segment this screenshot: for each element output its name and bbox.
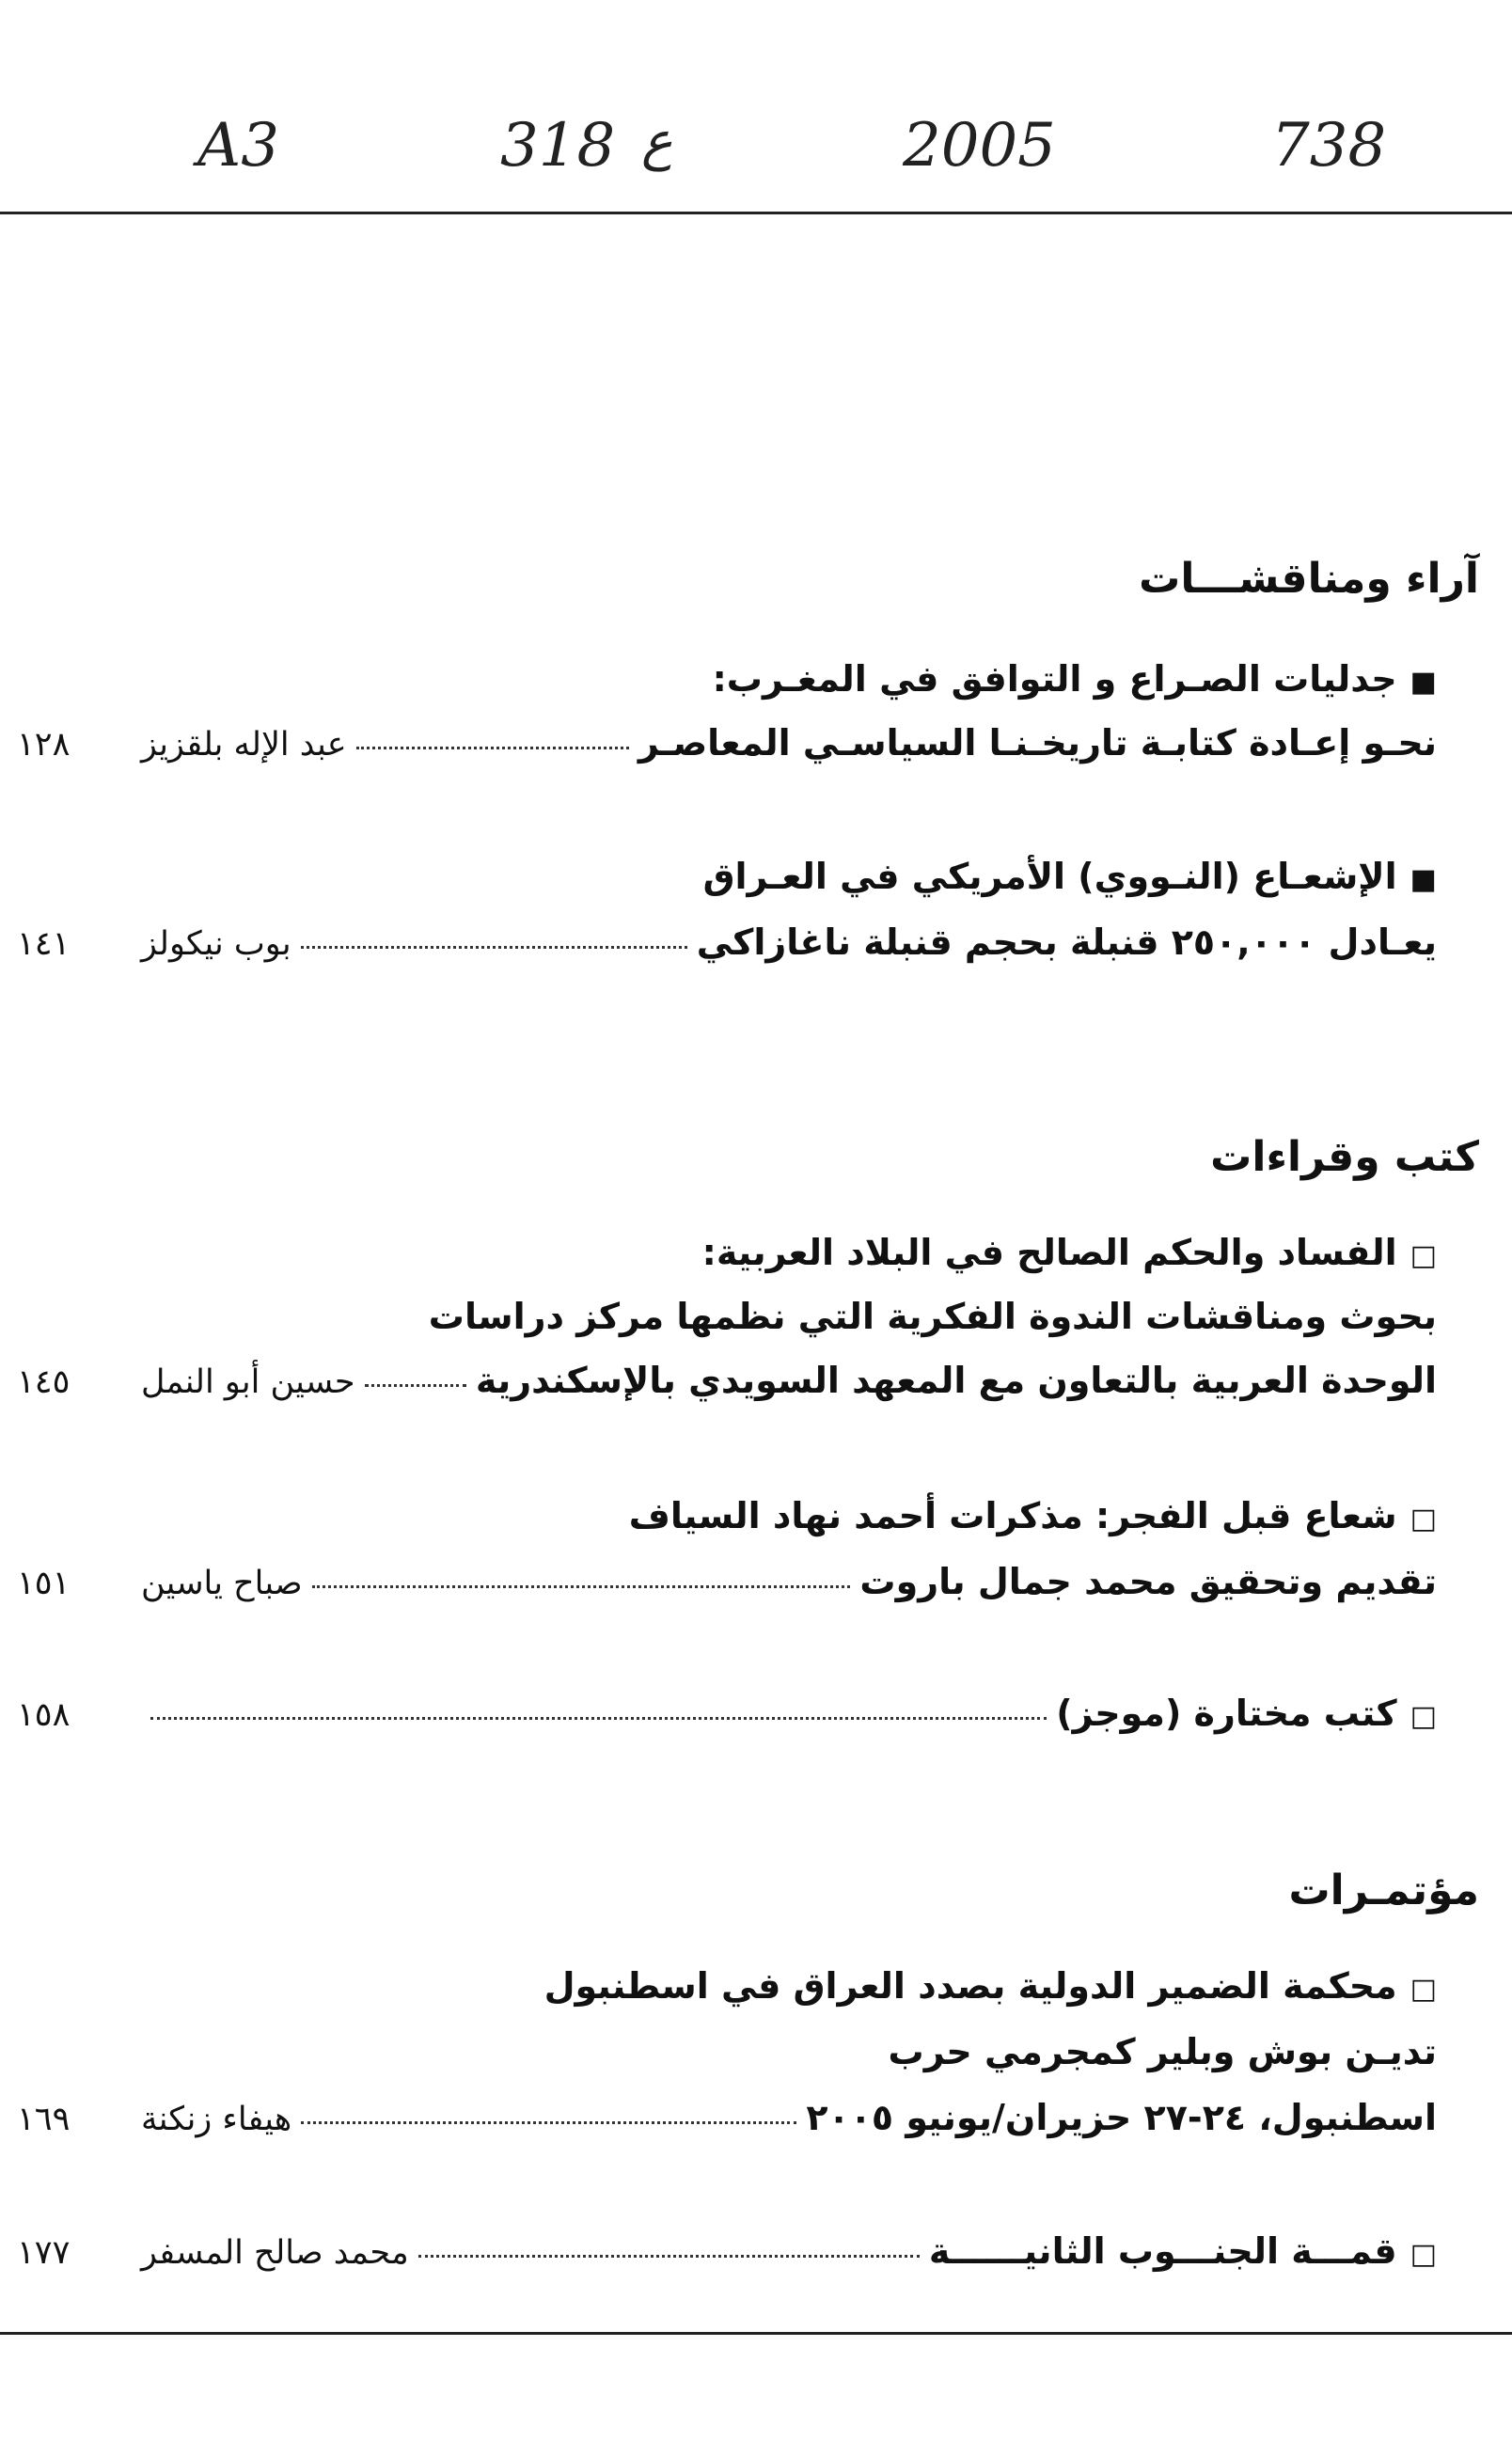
entry-line-with-page: يعـادل ٢٥٠,٠٠٠ قنبلة بحجم قنبلة ناغازاكي بوب نيكولز ١٤١	[17, 921, 1437, 963]
entry-page-number: ١٤٥	[17, 1363, 71, 1401]
entry-author: هيفاء زنكنة	[141, 2101, 292, 2138]
entry-author: حسين أبو النمل	[141, 1363, 355, 1401]
handwritten-note-1: A3	[197, 111, 279, 181]
top-rule	[0, 212, 1512, 214]
filled-square-icon	[1410, 863, 1437, 896]
leader-dots	[365, 1384, 466, 1387]
hollow-square-icon	[1410, 1503, 1437, 1536]
hollow-square-icon	[1410, 1973, 1437, 2006]
entry-line-with-page: □ قمـــة الجنـــوب الثانيــــــة محمد صالح المسفر ١٧٧	[17, 2230, 1437, 2272]
leader-dots	[301, 2121, 796, 2124]
hollow-square-icon	[1410, 1700, 1437, 1733]
entry-title-line: تديـن بوش وبلير كمجرمي حرب	[888, 2031, 1437, 2072]
entry-page-number: ١٥١	[17, 1565, 71, 1602]
entry-line-with-page: تقديم وتحقيق محمد جمال باروت صباح ياسين ١٥١	[17, 1561, 1437, 1602]
entry-title-line: بحوث ومناقشات الندوة الفكرية التي نظمها مركز دراسات	[428, 1296, 1437, 1337]
leader-dots	[356, 747, 629, 749]
leader-dots	[418, 2255, 920, 2258]
entry-page-number: ١٥٨	[17, 1696, 71, 1734]
entry-line-with-page: الوحدة العربية بالتعاون مع المعهد السويدي بالإسكندرية حسين أبو النمل ١٤٥	[17, 1360, 1437, 1401]
hollow-square-icon	[1410, 1239, 1437, 1272]
entry-author: محمد صالح المسفر	[141, 2234, 409, 2272]
filled-square-icon	[1410, 666, 1437, 699]
entry-line-with-page: اسطنبول، ٢٤-٢٧ حزيران/يونيو ٢٠٠٥ هيفاء زنكنة ١٦٩	[17, 2097, 1437, 2138]
entry-author: صباح ياسين	[141, 1565, 303, 1602]
entry-line-with-page: □ كتب مختارة (موجز) ١٥٨	[17, 1693, 1437, 1734]
hollow-square-icon	[1410, 2238, 1437, 2271]
entry-line-with-page: نحـو إعـادة كتابـة تاريخـنـا السياسـي المعاصـر عبد الإله بلقزيز ١٢٨	[17, 722, 1437, 764]
section-title-conferences: مؤتمـرات	[1288, 1866, 1479, 1914]
bottom-rule	[0, 2332, 1512, 2335]
entry-page-number: ١٤١	[17, 925, 71, 963]
entry-page-number: ١٦٩	[17, 2101, 71, 2138]
entry-title-line: □ الفساد والحكم الصالح في البلاد العربية:	[17, 1232, 1437, 1273]
entry-page-number: ١٧٧	[17, 2234, 71, 2272]
handwritten-note-5: 738	[1271, 111, 1387, 181]
handwritten-note-4: 2005	[903, 111, 1056, 181]
entry-title-line: □ شعاع قبل الفجر: مذكرات أحمد نهاد السياف	[17, 1495, 1437, 1536]
section-title-books: كتب وقراءات	[1210, 1133, 1479, 1181]
leader-dots	[301, 946, 687, 949]
section-title-opinions: آراء ومناقشـــات	[1139, 555, 1479, 603]
entry-title-line: □ محكمة الضمير الدولية بصدد العراق في اسطنبول	[17, 1965, 1437, 2007]
handwritten-note-2: 318	[500, 111, 616, 181]
entry-page-number: ١٢٨	[17, 726, 71, 764]
leader-dots	[312, 1585, 851, 1588]
entry-author: عبد الإله بلقزيز	[141, 726, 347, 764]
entry-title-line: ■ الإشعـاع (النـووي) الأمريكي في العـراق	[17, 856, 1437, 897]
entry-title-line: ■ جدليات الصـراع و التوافق في المغـرب:	[17, 658, 1437, 700]
entry-author: بوب نيكولز	[141, 925, 291, 963]
leader-dots	[150, 1717, 1047, 1720]
handwritten-note-3: ع	[641, 111, 673, 172]
